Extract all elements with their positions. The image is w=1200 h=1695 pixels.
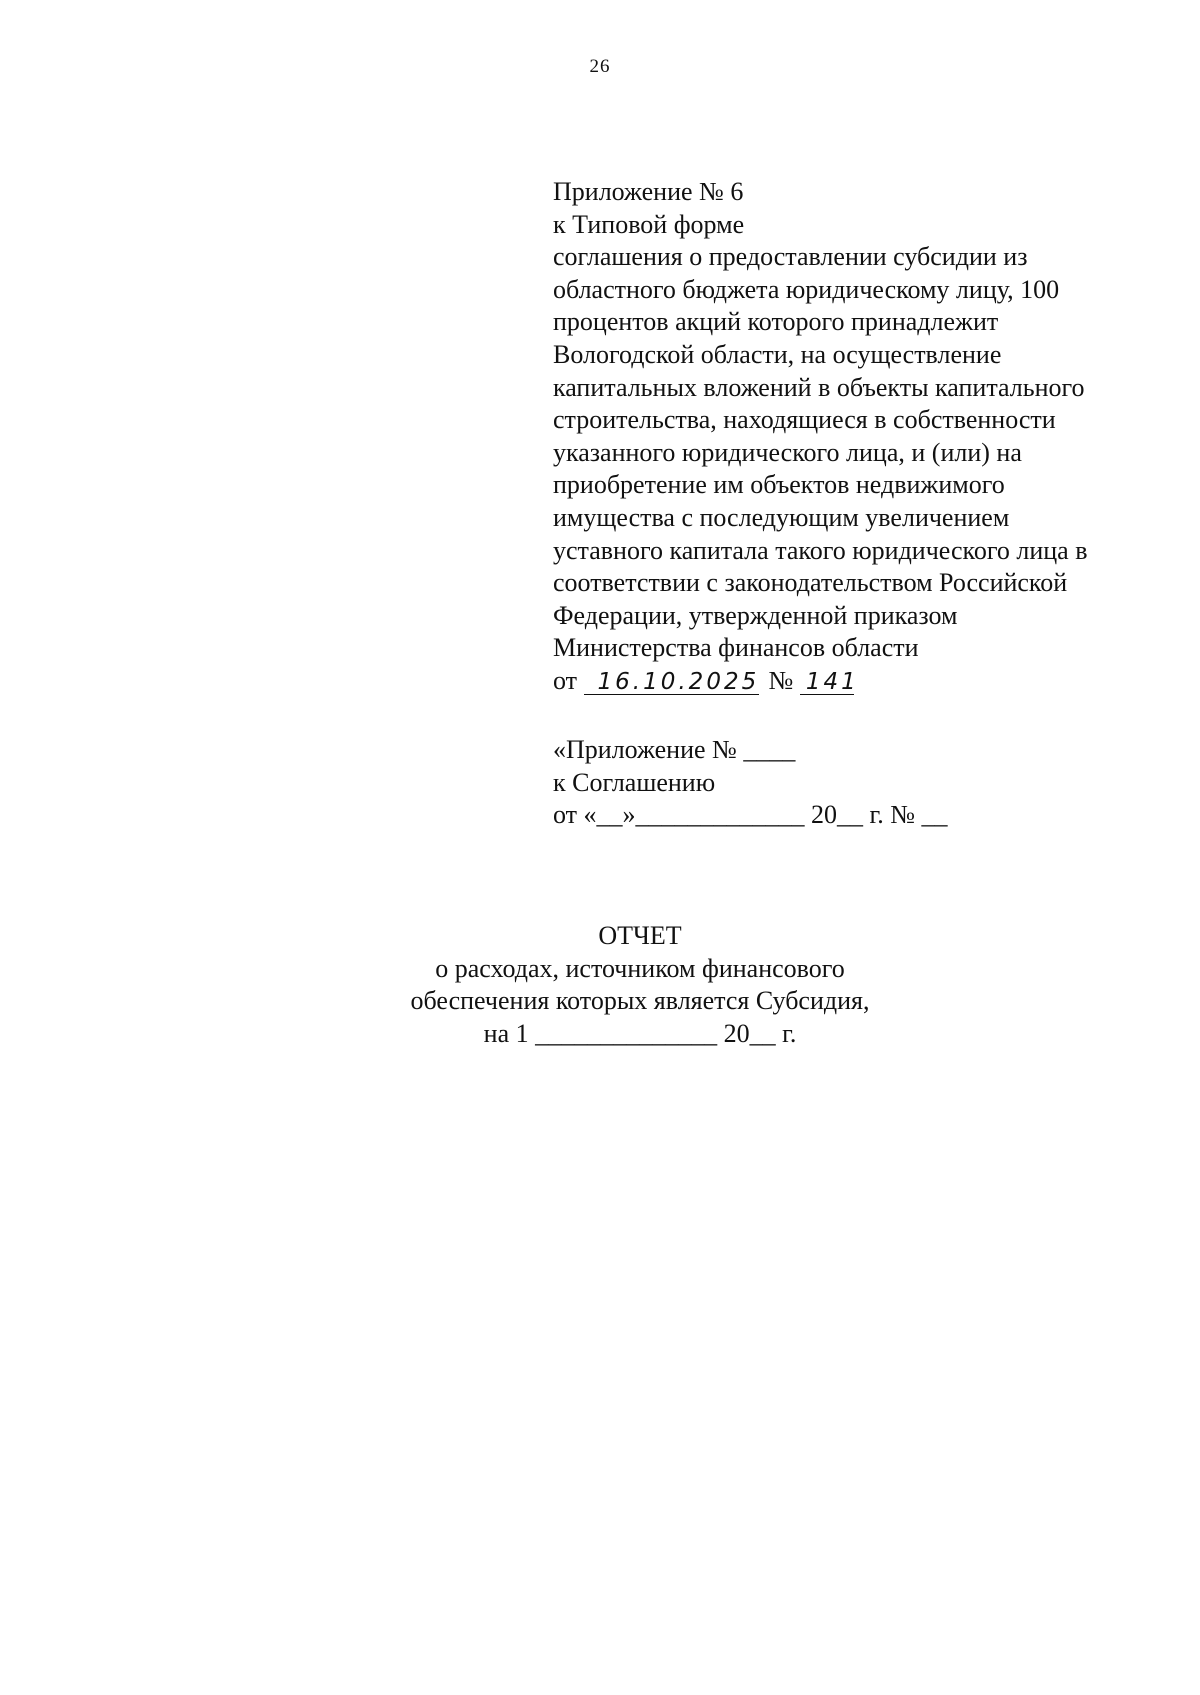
appendix-line: указанного юридического лица, и (или) на xyxy=(553,437,1022,467)
report-title-block xyxy=(300,920,980,1050)
report-subtitle: обеспечения которых является Субсидия, xyxy=(410,986,870,1016)
appendix-line: соответствии с законодательством Российской xyxy=(553,568,1068,598)
page-number: 26 xyxy=(589,56,611,77)
appendix-line: приобретение им объектов недвижимого xyxy=(553,470,1005,500)
appendix-line: областного бюджета юридическому лицу, 100 xyxy=(553,274,1060,304)
report-subtitle: о расходах, источником финансового xyxy=(435,953,845,983)
agreement-header xyxy=(553,734,1163,832)
appendix-line: процентов акций которого принадлежит xyxy=(553,307,999,337)
appendix-header xyxy=(553,176,1163,698)
appendix-line: капитальных вложений в объекты капитального xyxy=(553,372,1085,402)
agreement-line: к Соглашению xyxy=(553,767,716,797)
order-line xyxy=(553,665,1163,698)
appendix-line: соглашения о предоставлении субсидии из xyxy=(553,242,1028,272)
agreement-line: от «__»_____________ 20__ г. № __ xyxy=(553,800,948,830)
report-title: ОТЧЕТ xyxy=(598,921,682,950)
order-date-handwritten: 16.10.2025 xyxy=(584,670,759,695)
appendix-title: Приложение № 6 xyxy=(553,177,744,206)
appendix-line: строительства, находящиеся в собственности xyxy=(553,405,1056,435)
order-from-label: от xyxy=(553,665,578,695)
appendix-line: Министерства финансов области xyxy=(553,633,919,663)
appendix-line: имущества с последующим увеличением xyxy=(553,502,1010,532)
appendix-line: Федерации, утвержденной приказом xyxy=(553,600,958,630)
appendix-line: Вологодской области, на осуществление xyxy=(553,339,1002,369)
appendix-line: уставного капитала такого юридического лица в xyxy=(553,535,1088,565)
report-date-line: на 1 ______________ 20__ г. xyxy=(483,1018,797,1048)
order-number-handwritten: 141 xyxy=(800,670,854,695)
agreement-line: «Приложение № ____ xyxy=(553,735,796,764)
appendix-line: к Типовой форме xyxy=(553,209,745,239)
order-number-label: № xyxy=(768,665,794,695)
